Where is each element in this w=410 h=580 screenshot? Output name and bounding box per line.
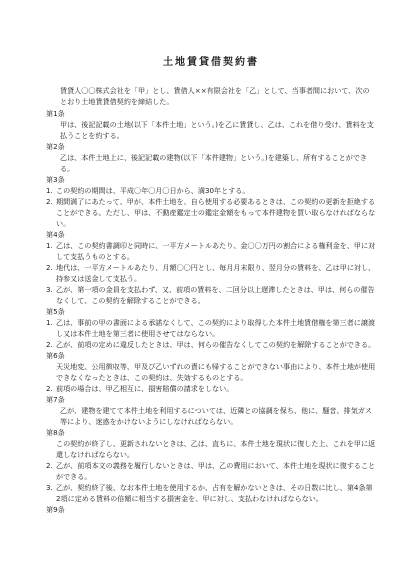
article-item [46, 284, 376, 306]
item-text: 地代は、一平方メートルあたり、月額〇〇円とし、毎月月末限り、翌月分の賃料を、乙は甲に対し、持参又は送金して支払う。 [56, 263, 376, 283]
article-heading: 第4条 [46, 230, 65, 239]
article [46, 394, 376, 427]
article-item [46, 383, 376, 394]
item-text: この契約の期間は、平成〇年〇月〇日から、満30年とする。 [56, 186, 250, 195]
article-heading: 第9条 [46, 505, 65, 514]
item-number: 2. [46, 197, 53, 206]
article-heading: 第8条 [46, 428, 65, 437]
item-number: 2. [46, 340, 53, 349]
article-item [46, 361, 376, 383]
item-number: 3. [46, 483, 53, 492]
intro-paragraph: 賃貸人〇〇株式会社を「甲」とし、賃借人××有限会社を「乙」として、当事者間において、次のとおり土地賃貸借契約を締結した。 [60, 86, 370, 106]
article-item [46, 262, 376, 284]
article-item [46, 185, 376, 196]
article-heading: 第3条 [46, 175, 65, 184]
article [46, 427, 376, 504]
article-paragraph: 乙は、本件土地上に、後記記載の建物(以下「本件建物」という。)を建築し、所有することができる。 [60, 153, 368, 173]
article-item [46, 317, 376, 339]
item-text: 天災地変、公用徴収等、甲及び乙いずれの責にも帰することができない事由により、本件土地が使用できなくなったときは、この契約は、失効するものとする。 [56, 362, 376, 382]
item-text: 乙は、この契約書調印と同時に、一平方メートルあたり、金〇〇万円の割合による権利金を、甲に対して支払うものとする。 [56, 241, 376, 261]
article [46, 229, 376, 306]
article-heading: 第1条 [46, 109, 65, 118]
article [46, 350, 376, 394]
item-text: 前項の場合は、甲乙相互に、損害賠償の請求をしない。 [56, 384, 234, 393]
article-paragraph: 乙が、建物を建てて本件土地を利用するについては、近隣との協調を保ち、他に、騒音、排気ガス等により、迷惑をかけないようにしなければならない。 [60, 406, 372, 426]
item-number: 1. [46, 318, 53, 327]
item-number: 1. [46, 186, 53, 195]
item-number: 3. [46, 285, 53, 294]
document-title: 土地賃貸借契約書 [163, 57, 259, 68]
article-heading: 第2条 [46, 142, 65, 151]
article-item [46, 339, 376, 350]
item-text: 乙が、前項本文の義務を履行しないときは、甲は、乙の費用において、本件土地を現状に復することができる。 [56, 461, 376, 481]
article-heading: 第6条 [46, 351, 65, 360]
item-number [46, 361, 56, 383]
article [46, 108, 376, 141]
item-text: 乙が、第一項の金員を支払わず、又、前項の賃料を、二回分以上遅滞したときは、甲は、何らの催告なくして、この契約を解除することができる。 [56, 285, 375, 305]
article-item [46, 460, 376, 482]
article-item [46, 196, 376, 229]
article [46, 141, 376, 174]
article [46, 504, 376, 515]
article-heading: 第7条 [46, 395, 65, 404]
item-text: 乙が、契約終了後、なお本件土地を使用するか、占有を解かないときは、その日数に比し、第4条第2項に定める賃料の倍額に相当する損害金を、甲に対し、支払わなければならない。 [56, 483, 373, 503]
item-number: 2. [46, 461, 53, 470]
item-text: 乙は、事前の甲の書面による承諾なくして、この契約により取得した本件土地賃借権を第三者に譲渡し又は本件土地を第三者に使用させてはならない。 [56, 318, 376, 338]
article-item [46, 438, 376, 460]
article [46, 306, 376, 350]
article [46, 174, 376, 229]
article-item [46, 240, 376, 262]
item-text: この契約が終了し、更新されないときは、乙は、直ちに、本件土地を現状に復した上、これを甲に返還しなければならない。 [56, 439, 376, 459]
item-number: 2. [46, 384, 53, 393]
item-number: 2. [46, 263, 53, 272]
articles-list [46, 108, 376, 515]
article-heading: 第5条 [46, 307, 65, 316]
article-item [46, 482, 376, 504]
item-number [46, 438, 56, 460]
item-text: 乙が、前項の定めに違反したときは、甲は、何らの催告なくしてこの契約を解除することができる。 [56, 340, 376, 349]
item-number: 1. [46, 241, 53, 250]
article-paragraph: 甲は、後記記載の土地(以下「本件土地」という。)を乙に賃貸し、乙は、これを借り受け、賃料を支払うことを約する。 [60, 120, 374, 140]
item-text: 期間満了にあたって、甲が、本件土地を、自ら使用する必要あるときは、この契約の更新を拒絶することができる。ただし、甲は、不動産鑑定士の鑑定金額をもって本件建物を買い取らなければならない。 [56, 197, 376, 228]
